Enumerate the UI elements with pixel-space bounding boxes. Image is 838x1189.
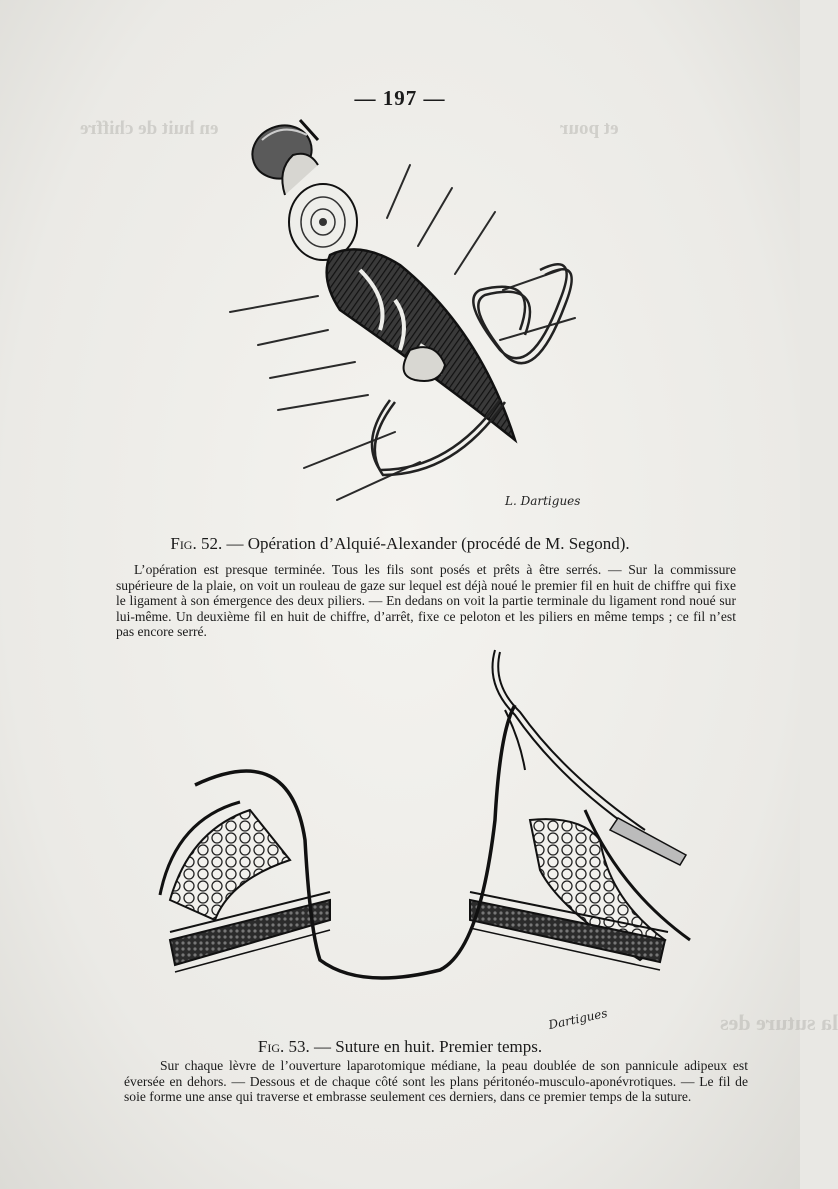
figure-52-number: Fig. 52.: [170, 534, 223, 553]
show-through-text: en huit de chiffre: [80, 118, 219, 139]
figure-52-title: — Opération d’Alquié-Alexander (procédé de M. Segond).: [226, 534, 630, 553]
figure-52-signature: L. Dartigues: [505, 494, 581, 508]
show-through-text: la suture des: [720, 1010, 838, 1035]
show-through-text: et pour: [560, 118, 619, 139]
figure-53-legend: Sur chaque lèvre de l’ouverture laparotomique médiane, la peau doublée de son pannicule adipeux est éversée en dehors. — Dessous et de chaque côté sont les plans péritonéo-musculo-aponévrotiques. — Le fil de soie forme une anse qui traverse et embrasse seulement ces derniers, dans ce premier temps de la suture.: [124, 1058, 748, 1105]
page-number: — 197 —: [354, 86, 446, 110]
figure-53-caption: [0, 1037, 800, 1057]
figure-53-signature: Dartigues: [547, 1005, 609, 1033]
figure-53-number: Fig. 53.: [257, 1037, 310, 1056]
figure-53-title: — Suture en huit. Premier temps.: [314, 1037, 543, 1056]
figure-52-legend: L’opération est presque terminée. Tous les fils sont posés et prêts à être serrés. — Sur la commissure supérieure de la plaie, on voit un rouleau de gaze sur lequel est déjà noué le premier fil en huit de chiffre qui fixe le ligament à son émergence des deux piliers. — En dedans on voit la partie terminale du ligament rond noué sur lui-même. Un deuxième fil en huit de chiffre, d’arrêt, fixe ce peloton et les piliers en même temps ; ce fil n’est pas encore serré.: [116, 562, 736, 640]
figure-52-caption: [0, 534, 800, 554]
